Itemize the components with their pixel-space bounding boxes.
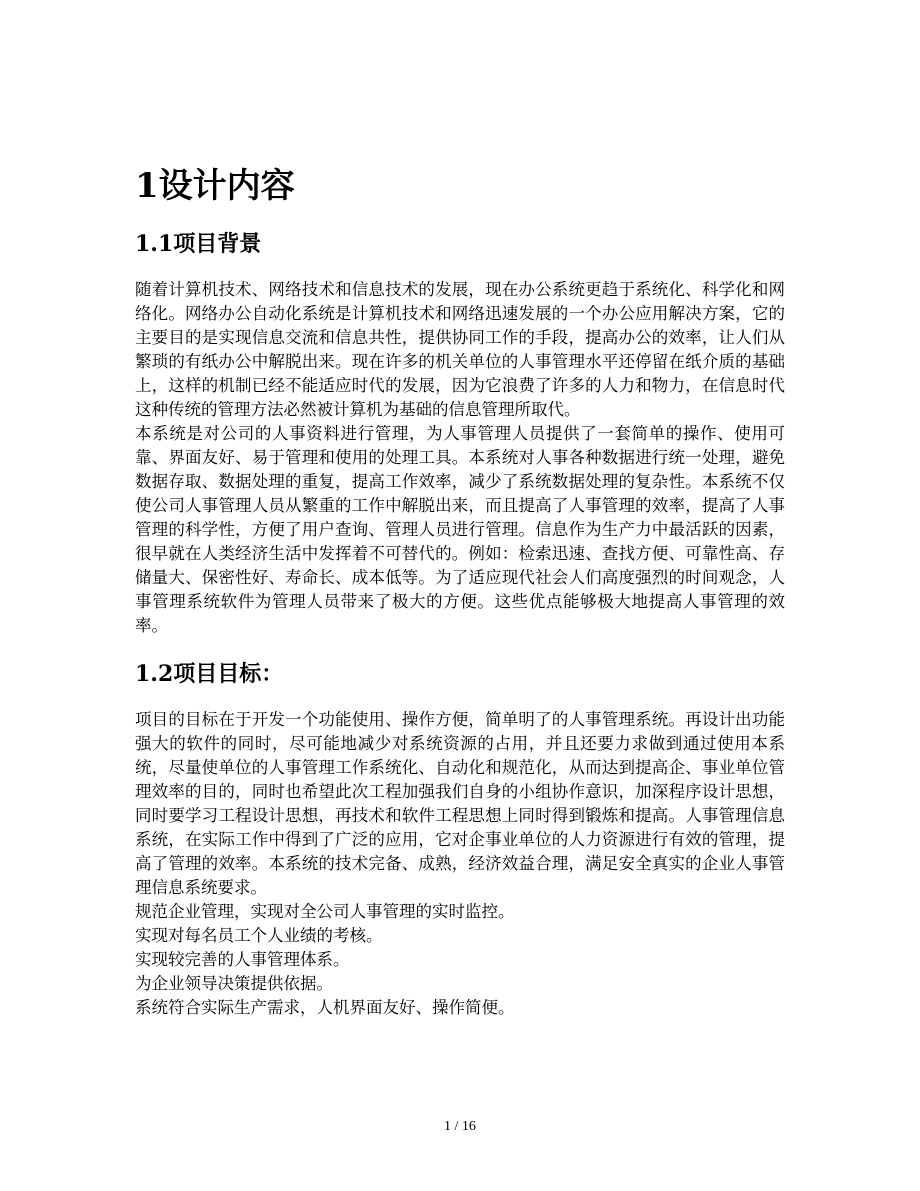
section-heading-background: 1.1项目背景 bbox=[135, 231, 262, 257]
page-number: 1 / 16 bbox=[444, 1119, 476, 1134]
section-heading-goals: 1.2项目目标： bbox=[135, 661, 284, 687]
chapter-title: 1设计内容 bbox=[135, 166, 295, 206]
goal-item: 实现对每名员工个人业绩的考核。 bbox=[135, 926, 383, 945]
background-paragraph-2: 本系统是对公司的人事资料进行管理，为人事管理人员提供了一套简单的操作、使用可靠、界面友好、易于管理和使用的处理工具。本系统对人事各种数据进行统一处理，避免数据存取、数据处理的重复，提高工作效率，减少了系统数据处理的复杂性。本系统不仅使公司人事管理人员从繁重的工作中解脱出来，而且提高了人事管理的效率，提高了人事管理的科学性，方便了用户查询、管理人员进行管理。信息作为生产力中最活跃的因素，很早就在人类经济生活中发挥着不可替代的。例如：检索迅速、查找方便、可靠性高、存储量大、保密性好、寿命长、成本低等。为了适应现代社会人们高度强烈的时间观念，人事管理系统软件为管理人员带来了极大的方便。这些优点能够极大地提高人事管理的效率。 bbox=[135, 424, 785, 635]
goals-paragraph: 项目的目标在于开发一个功能使用、操作方便，简单明了的人事管理系统。再设计出功能强大的软件的同时，尽可能地减少对系统资源的占用，并且还要力求做到通过使用本系统，尽量使单位的人事管理工作系统化、自动化和规范化，从而达到提高企、事业单位管理效率的目的，同时也希望此次工程加强我们自身的小组协作意识，加深程序设计思想，同时要学习工程设计思想，再技术和软件工程思想上同时得到锻炼和提高。人事管理信息系统，在实际工作中得到了广泛的应用，它对企事业单位的人力资源进行有效的管理，提高了管理的效率。本系统的技术完备、成熟，经济效益合理，满足安全真实的企业人事管理信息系统要求。 bbox=[135, 710, 785, 897]
goal-item: 规范企业管理，实现对全公司人事管理的实时监控。 bbox=[135, 902, 515, 921]
goal-item: 实现较完善的人事管理体系。 bbox=[135, 950, 350, 969]
section-spacer bbox=[135, 638, 785, 658]
page-content bbox=[135, 164, 785, 1020]
goal-item: 系统符合实际生产需求，人机界面友好、操作简便。 bbox=[135, 998, 515, 1017]
background-paragraph-1: 随着计算机技术、网络技术和信息技术的发展，现在办公系统更趋于系统化、科学化和网络化。网络办公自动化系统是计算机技术和网络迅速发展的一个办公应用解决方案，它的主要目的是实现信息交流和信息共性，提供协同工作的手段，提高办公的效率，让人们从繁琐的有纸办公中解脱出来。现在许多的机关单位的人事管理水平还停留在纸介质的基础上，这样的机制已经不能适应时代的发展，因为它浪费了许多的人力和物力，在信息时代这种传统的管理方法必然被计算机为基础的信息管理所取代。 bbox=[135, 280, 785, 419]
goal-item: 为企业领导决策提供依据。 bbox=[135, 974, 333, 993]
